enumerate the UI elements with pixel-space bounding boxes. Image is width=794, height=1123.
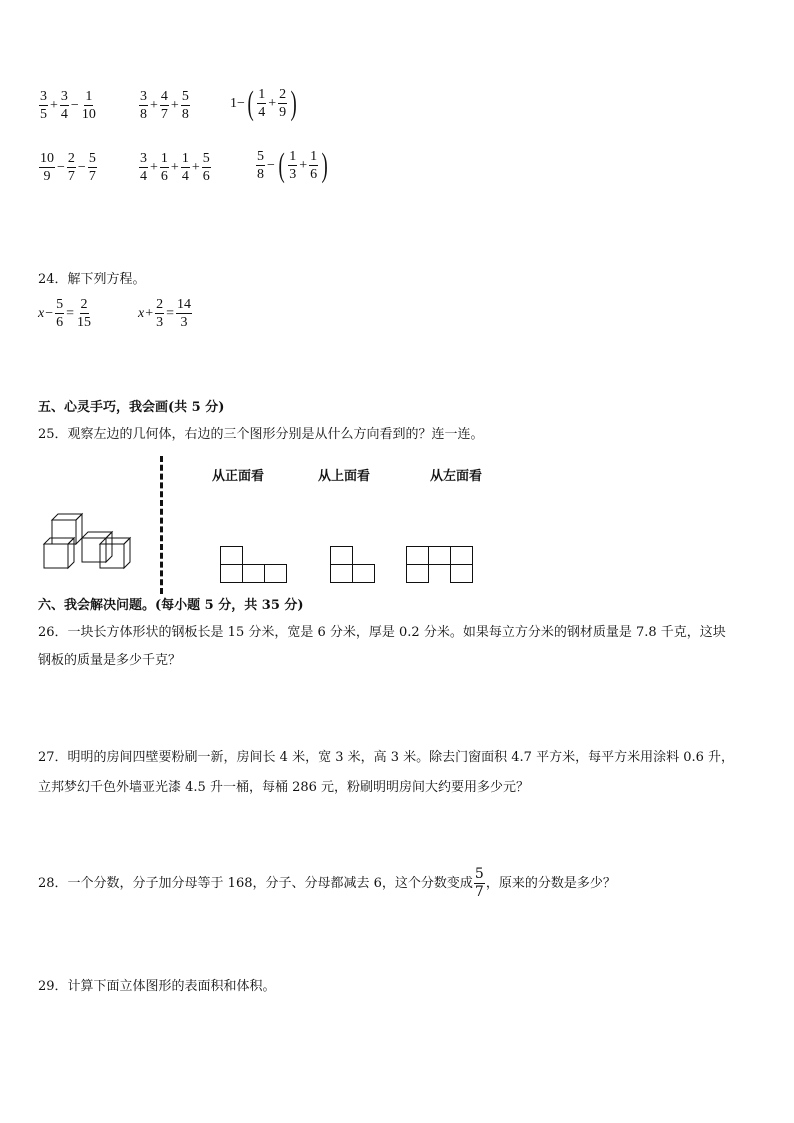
operator: = bbox=[166, 305, 175, 321]
operator: + bbox=[150, 97, 158, 113]
operator: − bbox=[45, 305, 54, 321]
fraction-denominator: 6 bbox=[202, 169, 210, 184]
cube-solid-figure bbox=[40, 508, 144, 570]
expr-3 bbox=[230, 86, 299, 121]
section-5-title: 五、心灵手巧，我会画(共 5 分) bbox=[38, 400, 225, 415]
operator: − bbox=[267, 157, 275, 173]
fraction-numerator: 5 bbox=[202, 151, 210, 166]
fraction-denominator: 9 bbox=[43, 169, 51, 184]
operator: + bbox=[170, 159, 179, 175]
fraction bbox=[202, 150, 211, 185]
fraction-denominator: 3 bbox=[156, 315, 164, 330]
fraction-numerator: 5 bbox=[257, 149, 264, 164]
fraction bbox=[39, 150, 55, 185]
fraction-numerator: 14 bbox=[177, 297, 192, 312]
question-29-label: 29．计算下面立体图形的表面积和体积。 bbox=[38, 979, 276, 994]
fraction bbox=[55, 296, 64, 331]
fraction-denominator: 8 bbox=[140, 107, 147, 122]
variable: x bbox=[38, 305, 45, 321]
equation-1 bbox=[38, 296, 93, 331]
operator: − bbox=[77, 159, 86, 175]
fraction-denominator: 6 bbox=[56, 315, 64, 330]
fraction-denominator: 4 bbox=[258, 105, 266, 120]
question-26-line-2: 钢板的质量是多少千克？ bbox=[38, 653, 182, 668]
fraction-denominator: 5 bbox=[40, 107, 47, 122]
fraction-denominator: 6 bbox=[310, 167, 318, 182]
fraction-denominator: 4 bbox=[140, 169, 147, 184]
view-label-front: 从正面看 bbox=[212, 469, 265, 484]
fraction-denominator: 8 bbox=[181, 107, 189, 122]
fraction-numerator: 2 bbox=[156, 297, 164, 312]
fraction-denominator: 9 bbox=[279, 105, 287, 120]
fraction bbox=[76, 296, 92, 331]
expr-2 bbox=[138, 88, 191, 123]
fraction bbox=[176, 296, 192, 331]
fraction bbox=[160, 150, 169, 185]
fraction-denominator: 7 bbox=[67, 169, 75, 184]
fraction-numerator: 1 bbox=[160, 151, 168, 166]
question-25-label: 25．观察左边的几何体，右边的三个图形分别是从什么方向看到的？连一连。 bbox=[38, 427, 484, 442]
operator: + bbox=[150, 159, 158, 175]
operator: − bbox=[57, 159, 65, 175]
fraction-numerator: 5 bbox=[88, 151, 96, 166]
left-paren: ( bbox=[247, 84, 254, 122]
question-28-before: 28．一个分数，分子加分母等于 168，分子、分母都减去 6，这个分数变成 bbox=[38, 875, 473, 891]
expr-1 bbox=[38, 88, 98, 123]
fraction-numerator: 2 bbox=[67, 151, 75, 166]
fraction-numerator: 1 bbox=[310, 149, 318, 164]
fraction-denominator: 15 bbox=[77, 315, 92, 330]
question-24-label: 24．解下列方程。 bbox=[38, 272, 146, 287]
view-label-left: 从左面看 bbox=[430, 469, 483, 484]
fraction-numerator: 3 bbox=[40, 89, 47, 104]
operator: + bbox=[299, 157, 308, 173]
view-label-top: 从上面看 bbox=[318, 469, 371, 484]
fraction-numerator: 5 bbox=[181, 89, 189, 104]
fraction bbox=[39, 88, 48, 123]
expr-6 bbox=[255, 148, 330, 183]
operator: = bbox=[66, 305, 75, 321]
fraction-denominator: 10 bbox=[81, 107, 96, 122]
operator: + bbox=[268, 95, 277, 111]
fraction bbox=[181, 88, 190, 123]
dashed-divider bbox=[160, 456, 163, 594]
fraction bbox=[160, 88, 169, 123]
fraction bbox=[139, 150, 148, 185]
fraction-numerator: 1 bbox=[258, 87, 266, 102]
fraction-denominator: 7 bbox=[88, 169, 96, 184]
equation-2 bbox=[138, 296, 193, 331]
fraction-numerator: 2 bbox=[279, 87, 287, 102]
question-28-after: ，原来的分数是多少？ bbox=[485, 875, 616, 891]
fraction-numerator: 5 bbox=[56, 297, 64, 312]
fraction-numerator: 1 bbox=[85, 89, 93, 104]
variable: x bbox=[138, 305, 145, 321]
fraction-denominator: 4 bbox=[60, 107, 68, 122]
fraction bbox=[257, 86, 266, 121]
fraction-denominator: 7 bbox=[474, 884, 484, 900]
question-28 bbox=[38, 866, 616, 901]
fraction bbox=[309, 148, 318, 183]
fraction bbox=[81, 88, 97, 123]
fraction-numerator: 1 bbox=[181, 151, 189, 166]
operator: + bbox=[50, 97, 58, 113]
question-27-line-1: 27．明明的房间四壁要粉刷一新，房间长 4 米，宽 3 米，高 3 米。除去门窗面积 4.7 平方米，每平方米用涂料 0.6 升， bbox=[38, 750, 735, 765]
fraction-numerator: 3 bbox=[140, 151, 147, 166]
fraction bbox=[67, 150, 76, 185]
fraction bbox=[288, 148, 297, 183]
fraction-numerator: 1 bbox=[289, 149, 297, 164]
operator: + bbox=[170, 97, 179, 113]
section-6-title: 六、我会解决问题。(每小题 5 分，共 35 分) bbox=[38, 598, 304, 613]
fraction-denominator: 3 bbox=[180, 315, 188, 330]
fraction-numerator: 3 bbox=[60, 89, 68, 104]
number: 1− bbox=[230, 95, 245, 111]
fraction-denominator: 6 bbox=[160, 169, 168, 184]
right-paren: ) bbox=[290, 84, 297, 122]
operator: + bbox=[191, 159, 200, 175]
fraction-denominator: 8 bbox=[257, 167, 264, 182]
right-paren: ) bbox=[321, 146, 328, 184]
fraction bbox=[139, 88, 148, 123]
fraction-numerator: 3 bbox=[140, 89, 147, 104]
fraction bbox=[181, 150, 190, 185]
fraction-numerator: 2 bbox=[80, 297, 88, 312]
fraction-numerator: 4 bbox=[160, 89, 168, 104]
operator: + bbox=[145, 305, 154, 321]
expr-4 bbox=[38, 150, 98, 185]
fraction bbox=[88, 150, 97, 185]
fraction bbox=[60, 88, 69, 123]
fraction bbox=[155, 296, 164, 331]
fraction bbox=[256, 148, 265, 183]
expr-5 bbox=[138, 150, 212, 185]
fraction-denominator: 7 bbox=[160, 107, 168, 122]
operator: − bbox=[70, 97, 79, 113]
left-paren: ( bbox=[278, 146, 285, 184]
fraction-numerator: 10 bbox=[40, 151, 54, 166]
fraction-denominator: 4 bbox=[181, 169, 189, 184]
fraction bbox=[278, 86, 287, 121]
fraction-denominator: 3 bbox=[289, 167, 297, 182]
question-26-line-1: 26．一块长方体形状的钢板长是 15 分米，宽是 6 分米，厚是 0.2 分米。如果每立方分米的钢材质量是 7.8 千克，这块 bbox=[38, 625, 726, 640]
question-27-line-2: 立邦梦幻千色外墙亚光漆 4.5 升一桶，每桶 286 元，粉刷明明房间大约要用多少元？ bbox=[38, 780, 530, 795]
question-28-fraction bbox=[474, 866, 485, 901]
fraction-numerator: 5 bbox=[474, 866, 484, 882]
